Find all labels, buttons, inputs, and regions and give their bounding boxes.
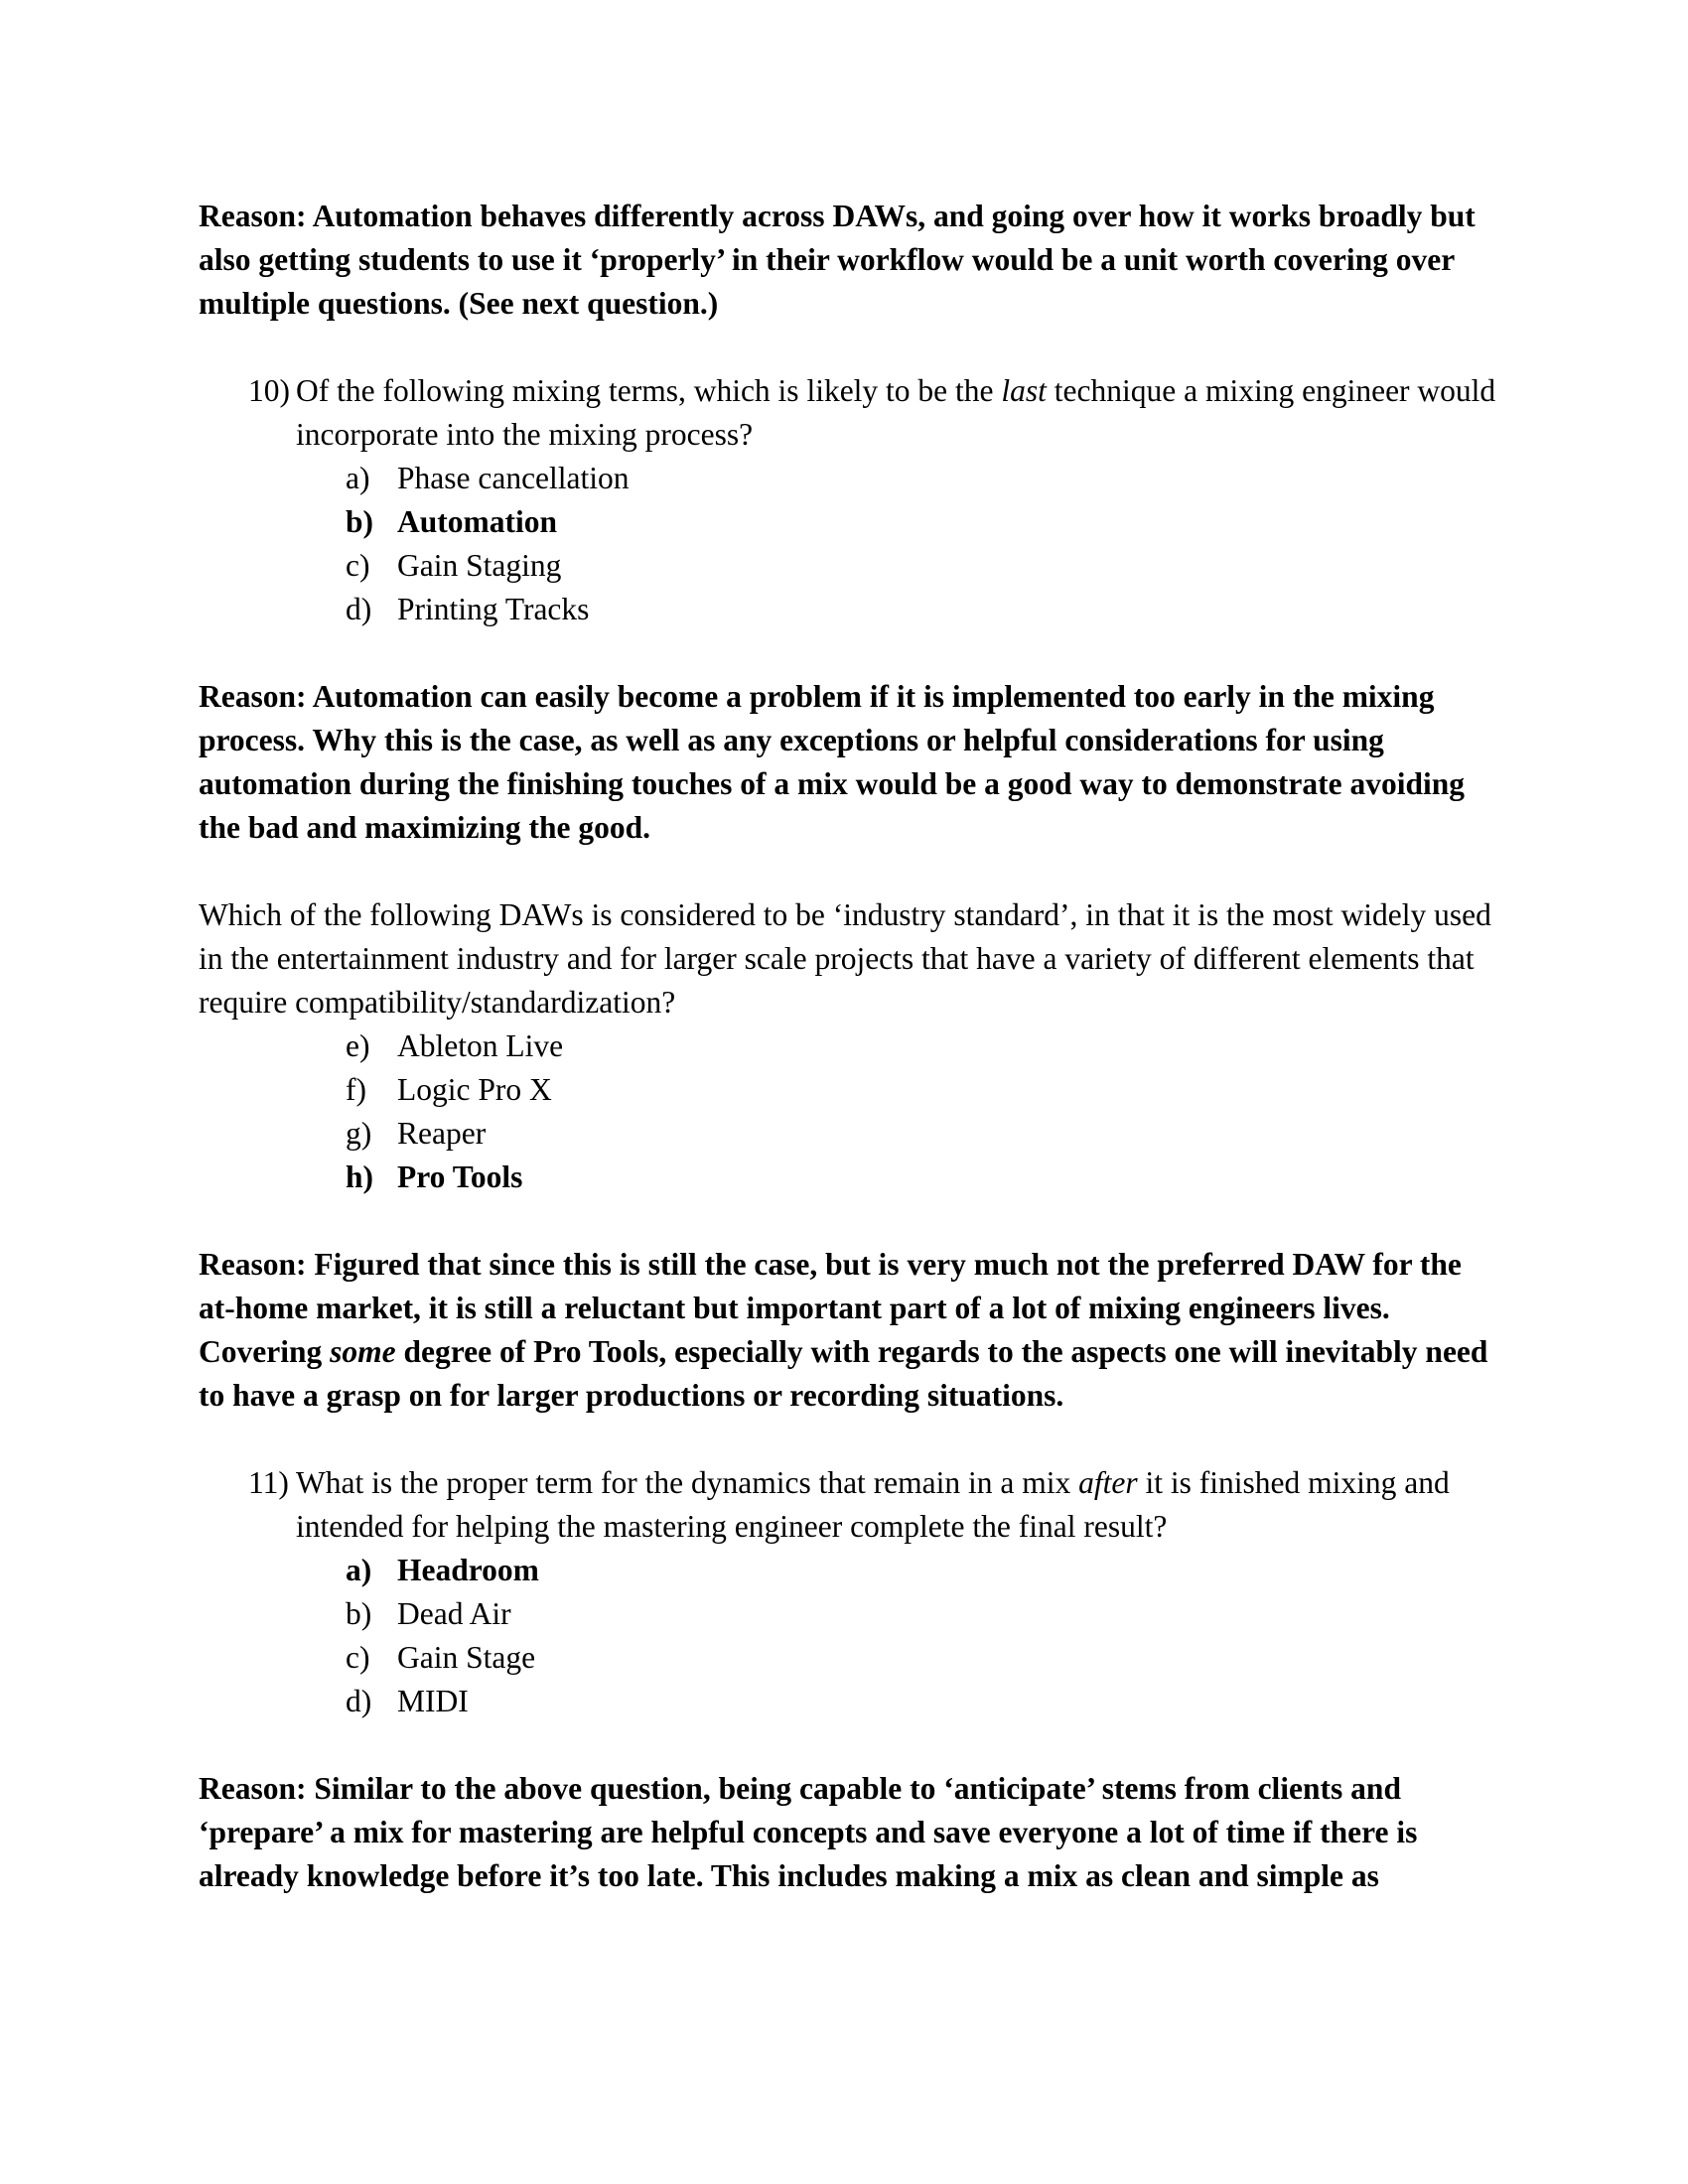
option-e bbox=[346, 1024, 563, 1068]
option-a bbox=[346, 457, 630, 500]
option-d bbox=[346, 1680, 539, 1723]
question-text-part: Of the following mixing terms, which is likely to be the bbox=[296, 373, 1002, 408]
question-text-part: What is the proper term for the dynamics that remain in a mix bbox=[296, 1465, 1079, 1500]
option-letter: f) bbox=[346, 1072, 366, 1107]
reason-paragraph-2: Reason: Automation can easily become a problem if it is implemented too early in the mixing process. Why this is the case, as well as any exceptions or helpful considerations for using automation during the finishing touches of a mix would be a good way to demonstrate avoiding the bad and maximizing the good. bbox=[199, 679, 1465, 845]
option-letter: d) bbox=[346, 1684, 372, 1718]
option-g bbox=[346, 1112, 563, 1156]
option-text: Pro Tools bbox=[397, 1160, 523, 1194]
option-text: Printing Tracks bbox=[397, 592, 590, 626]
reason-paragraph-4: Reason: Similar to the above question, being capable to ‘anticipate’ stems from clients and ‘prepare’ a mix for mastering are helpful concepts and save everyone a lot of time if there is already knowledge before it’s too late. This includes making a mix as clean and simple as bbox=[199, 1771, 1418, 1893]
reason-paragraph-3 bbox=[199, 1243, 1499, 1418]
reason-text-part: degree of Pro Tools, especially with regards to the aspects one will inevitably need to have a grasp on for larger productions or recording situations. bbox=[199, 1334, 1488, 1413]
option-b-correct bbox=[346, 500, 630, 544]
option-c bbox=[346, 544, 630, 588]
option-letter: c) bbox=[346, 548, 370, 583]
option-text: MIDI bbox=[397, 1684, 469, 1718]
option-a-correct bbox=[346, 1549, 539, 1592]
question-number: 11) bbox=[248, 1465, 289, 1500]
option-text: Headroom bbox=[397, 1553, 539, 1587]
option-letter: h) bbox=[346, 1160, 374, 1194]
option-letter: d) bbox=[346, 592, 372, 626]
question-text-part: technique a mixing engineer would incorporate into the mixing process? bbox=[296, 373, 1496, 452]
reason-emphasis: some bbox=[330, 1334, 396, 1369]
option-d bbox=[346, 588, 630, 631]
question-text-part: it is finished mixing and intended for helping the mastering engineer complete the final result? bbox=[296, 1465, 1450, 1544]
question-text bbox=[248, 1461, 1499, 1549]
option-text: Dead Air bbox=[397, 1596, 511, 1631]
option-text: Logic Pro X bbox=[397, 1072, 552, 1107]
option-text: Ableton Live bbox=[397, 1028, 564, 1063]
question-emphasis: after bbox=[1078, 1465, 1138, 1500]
question-number: 10) bbox=[248, 373, 290, 408]
option-letter: a) bbox=[346, 461, 370, 495]
option-h-correct bbox=[346, 1156, 563, 1199]
option-f bbox=[346, 1068, 563, 1112]
daw-question-text: Which of the following DAWs is considered to be ‘industry standard’, in that it is the most widely used in the entertainment industry and for larger scale projects that have a variety of different elements that require compatibility/standardization? bbox=[199, 897, 1491, 1020]
reason-paragraph-1: Reason: Automation behaves differently across DAWs, and going over how it works broadly but also getting students to use it ‘properly’ in their workflow would be a unit worth covering over multiple questions. (See next question.) bbox=[199, 199, 1476, 321]
question-emphasis: last bbox=[1001, 373, 1047, 408]
option-text: Gain Staging bbox=[397, 548, 562, 583]
option-letter: c) bbox=[346, 1640, 370, 1675]
option-b bbox=[346, 1592, 539, 1636]
option-text: Gain Stage bbox=[397, 1640, 536, 1675]
reason-text-part: Reason: Figured that since this is still the case, but is very much not the preferred DAW for the at-home market, it is still a reluctant but important part of a lot of mixing engineers lives. Covering bbox=[199, 1247, 1462, 1369]
option-letter: b) bbox=[346, 1596, 372, 1631]
option-text: Phase cancellation bbox=[397, 461, 630, 495]
option-c bbox=[346, 1636, 539, 1680]
option-letter: a) bbox=[346, 1553, 372, 1587]
option-letter: e) bbox=[346, 1028, 370, 1063]
option-text: Reaper bbox=[397, 1116, 487, 1151]
question-11 bbox=[248, 1461, 1499, 1549]
question-10-options bbox=[346, 457, 630, 631]
option-letter: g) bbox=[346, 1116, 372, 1151]
daw-question-options bbox=[346, 1024, 563, 1199]
question-10 bbox=[248, 369, 1499, 457]
question-text bbox=[248, 369, 1499, 457]
question-11-options bbox=[346, 1549, 539, 1723]
option-letter: b) bbox=[346, 504, 374, 539]
option-text: Automation bbox=[397, 504, 558, 539]
